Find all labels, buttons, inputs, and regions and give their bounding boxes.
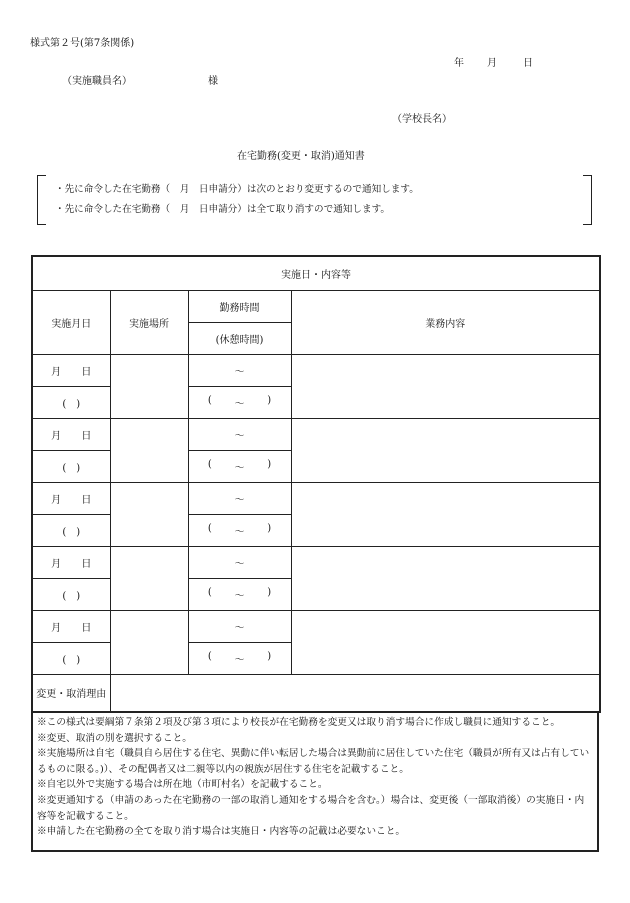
weekday-label: ( ) <box>62 526 81 538</box>
paren-open: ( <box>207 458 212 470</box>
break-hours-cell[interactable] <box>188 386 291 418</box>
time-range-tilde: ～ <box>234 654 245 666</box>
option-change: ・先に命令した在宅勤務（ 月 日申請分）は次のとおり変更するので通知します。 <box>55 184 419 195</box>
weekday-cell[interactable] <box>32 578 110 610</box>
date-cell[interactable] <box>32 418 110 450</box>
break-hours-cell[interactable] <box>188 450 291 482</box>
header-place: 実施場所 <box>110 290 188 354</box>
month-label: 月 <box>51 558 62 570</box>
note-item: ※この様式は要綱第７条第２項及び第３項により校長が在宅勤務を変更又は取り消す場合に作成し職員に通知すること。 <box>37 717 561 728</box>
place-cell[interactable] <box>110 610 188 674</box>
work-hours-cell[interactable] <box>188 482 291 514</box>
day-label: 日 <box>81 430 92 442</box>
weekday-cell[interactable] <box>32 450 110 482</box>
place-cell[interactable] <box>110 354 188 418</box>
content-cell[interactable] <box>291 482 600 546</box>
table-row <box>32 418 600 450</box>
table-row <box>32 354 600 386</box>
options-bracket-right <box>583 175 592 225</box>
addressee-name-label: （実施職員名） <box>62 76 132 87</box>
table-row <box>32 546 600 578</box>
weekday-label: ( ) <box>62 398 81 410</box>
day-label: 日 <box>81 366 92 378</box>
date-cell[interactable] <box>32 354 110 386</box>
work-hours-cell[interactable] <box>188 418 291 450</box>
header-work-hours: 勤務時間 <box>188 290 291 322</box>
time-range-tilde: ～ <box>234 494 245 506</box>
weekday-label: ( ) <box>62 462 81 474</box>
note-item: ※自宅以外で実施する場合は所在地（市町村名）を記載すること。 <box>37 779 328 791</box>
content-cell[interactable] <box>291 610 600 674</box>
time-range-tilde: ～ <box>234 590 245 602</box>
paren-open: ( <box>207 650 212 662</box>
time-range-tilde: ～ <box>234 622 245 634</box>
note-item: ※変更、取消の別を選択すること。 <box>37 732 192 744</box>
date-cell[interactable] <box>32 610 110 642</box>
weekday-cell[interactable] <box>32 386 110 418</box>
document-title: 在宅勤務(変更・取消)通知書 <box>237 151 365 162</box>
time-range-tilde: ～ <box>234 430 245 442</box>
month-label: 月 <box>51 430 62 442</box>
reason-label: 変更・取消理由 <box>32 674 110 712</box>
place-cell[interactable] <box>110 546 188 610</box>
form-id: 様式第２号(第7条関係) <box>30 38 135 49</box>
break-hours-cell[interactable] <box>188 514 291 546</box>
month-label: 月 <box>51 494 62 506</box>
time-range-tilde: ～ <box>234 526 245 538</box>
day-label: 日 <box>81 622 92 634</box>
header-content: 業務内容 <box>291 290 600 354</box>
schedule-table <box>31 255 601 713</box>
table-row <box>32 610 600 642</box>
table-section-title: 実施日・内容等 <box>32 256 600 290</box>
option-cancel: ・先に命令した在宅勤務（ 月 日申請分）は全て取り消すので通知します。 <box>55 204 391 215</box>
table-row <box>32 482 600 514</box>
work-hours-cell[interactable] <box>188 610 291 642</box>
paren-close: ) <box>267 522 272 534</box>
content-cell[interactable] <box>291 418 600 482</box>
month-label: 月 <box>51 622 62 634</box>
note-item: ※申請した在宅勤務の全てを取り消す場合は実施日・内容等の記載は必要ないこと。 <box>37 826 406 838</box>
note-item: ※実施場所は自宅（職員自ら居住する住宅、異動に伴い転居した場合は異動前に居住していた住宅（職員が所有又は占有しているものに限る。)）、その配偶者又は二親等以内の親族が居住する住宅を記載すること。 <box>37 748 590 775</box>
day-label: 日 <box>81 558 92 570</box>
paren-close: ) <box>267 650 272 662</box>
date-cell[interactable] <box>32 482 110 514</box>
content-cell[interactable] <box>291 354 600 418</box>
header-break-hours: (休憩時間) <box>188 322 291 354</box>
content-cell[interactable] <box>291 546 600 610</box>
weekday-label: ( ) <box>62 654 81 666</box>
paren-open: ( <box>207 394 212 406</box>
date-cell[interactable] <box>32 546 110 578</box>
break-hours-cell[interactable] <box>188 642 291 674</box>
time-range-tilde: ～ <box>234 558 245 570</box>
time-range-tilde: ～ <box>234 366 245 378</box>
weekday-cell[interactable] <box>32 514 110 546</box>
date-day-label: 日 <box>523 58 533 69</box>
principal-name-label: （学校長名） <box>392 114 452 125</box>
month-label: 月 <box>51 366 62 378</box>
time-range-tilde: ～ <box>234 398 245 410</box>
day-label: 日 <box>81 494 92 506</box>
paren-close: ) <box>267 394 272 406</box>
paren-close: ) <box>267 586 272 598</box>
addressee-honorific: 様 <box>208 76 218 87</box>
weekday-label: ( ) <box>62 590 81 602</box>
notes-section <box>31 712 599 852</box>
place-cell[interactable] <box>110 482 188 546</box>
weekday-cell[interactable] <box>32 642 110 674</box>
paren-close: ) <box>267 458 272 470</box>
paren-open: ( <box>207 522 212 534</box>
note-item: ※変更通知する（申請のあった在宅勤務の一部の取消し通知をする場合を含む。）場合は、変更後（一部取消後）の実施日・内容等を記載すること。 <box>37 794 585 822</box>
reason-input-cell[interactable] <box>110 674 600 712</box>
work-hours-cell[interactable] <box>188 546 291 578</box>
paren-open: ( <box>207 586 212 598</box>
place-cell[interactable] <box>110 418 188 482</box>
date-month-label: 月 <box>487 58 497 69</box>
work-hours-cell[interactable] <box>188 354 291 386</box>
break-hours-cell[interactable] <box>188 578 291 610</box>
time-range-tilde: ～ <box>234 462 245 474</box>
options-bracket-left <box>37 175 46 225</box>
date-year-label: 年 <box>454 58 464 69</box>
header-date: 実施月日 <box>32 290 110 354</box>
